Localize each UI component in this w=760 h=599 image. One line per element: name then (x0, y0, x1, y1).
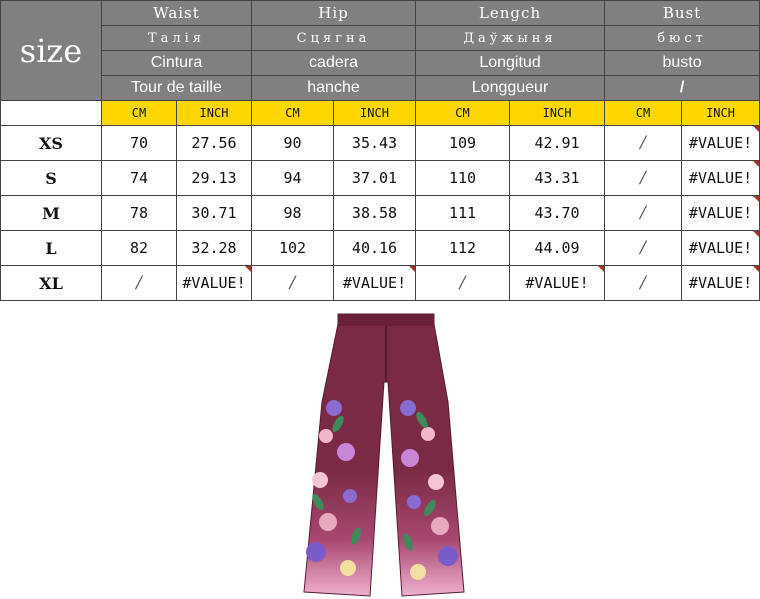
size-label: L (1, 231, 102, 266)
measurement-cell: 109 (416, 126, 510, 161)
measurement-cell: 29.13 (177, 161, 252, 196)
measurement-cell: #VALUE! (682, 266, 760, 301)
measurement-cell: 110 (416, 161, 510, 196)
waist-spanish-label: Cintura (102, 51, 252, 76)
measurement-cell: 70 (102, 126, 177, 161)
measurement-cell: 102 (252, 231, 334, 266)
measurement-cell: #VALUE! (334, 266, 416, 301)
table-row (1, 126, 760, 161)
measurement-cell: 38.58 (334, 196, 416, 231)
measurement-cell: / (252, 266, 334, 301)
measurement-cell: / (605, 161, 682, 196)
waistband (338, 314, 434, 326)
size-rows (1, 126, 760, 301)
unit-label: INCH (334, 101, 416, 126)
measurement-cell: / (605, 231, 682, 266)
table-row (1, 266, 760, 301)
table-row (1, 161, 760, 196)
measurement-cell: 43.70 (510, 196, 605, 231)
measurement-cell: 74 (102, 161, 177, 196)
measurement-cell: 43.31 (510, 161, 605, 196)
measurement-cell: / (416, 266, 510, 301)
measurement-cell: #VALUE! (682, 196, 760, 231)
measurement-cell: / (605, 266, 682, 301)
measurement-cell: 94 (252, 161, 334, 196)
waist-header: Waist (102, 1, 252, 26)
measurement-cell: #VALUE! (682, 161, 760, 196)
measurement-cell: 111 (416, 196, 510, 231)
unit-label: INCH (510, 101, 605, 126)
measurement-cell: 82 (102, 231, 177, 266)
hip-spanish-label: cadera (252, 51, 416, 76)
measurement-cell: 32.28 (177, 231, 252, 266)
measurement-cell: 40.16 (334, 231, 416, 266)
size-header: size (1, 1, 102, 101)
measurement-cell: 35.43 (334, 126, 416, 161)
table-row (1, 196, 760, 231)
waist-french-label: Tour de taille (102, 76, 252, 101)
length-ukrainian-label: Даўжыня (416, 26, 605, 51)
hip-header: Hip (252, 1, 416, 26)
unit-label: CM (252, 101, 334, 126)
unit-label: CM (416, 101, 510, 126)
measurement-cell: / (102, 266, 177, 301)
measurement-cell: 90 (252, 126, 334, 161)
size-label: XL (1, 266, 102, 301)
hip-french-label: hanche (252, 76, 416, 101)
measurement-cell: / (605, 126, 682, 161)
measurement-cell: 30.71 (177, 196, 252, 231)
measurement-cell: 44.09 (510, 231, 605, 266)
length-french-label: Longgueur (416, 76, 605, 101)
size-label: S (1, 161, 102, 196)
waist-ukrainian-label: Талія (102, 26, 252, 51)
measurement-cell: #VALUE! (510, 266, 605, 301)
measurement-cell: / (605, 196, 682, 231)
unit-label: CM (102, 101, 177, 126)
bust-ukrainian-label: бюст (605, 26, 760, 51)
hip-ukrainian-label: Сцягна (252, 26, 416, 51)
bust-spanish-label: busto (605, 51, 760, 76)
bust-french-label: / (605, 76, 760, 101)
unit-label: INCH (682, 101, 760, 126)
measurement-cell: #VALUE! (682, 126, 760, 161)
measurement-cell: 42.91 (510, 126, 605, 161)
bust-header: Bust (605, 1, 760, 26)
unit-row-spacer (1, 101, 102, 126)
size-label: M (1, 196, 102, 231)
size-label: XS (1, 126, 102, 161)
length-header: Lengch (416, 1, 605, 26)
measurement-cell: #VALUE! (682, 231, 760, 266)
unit-label: INCH (177, 101, 252, 126)
measurement-cell: 112 (416, 231, 510, 266)
measurement-cell: 98 (252, 196, 334, 231)
table-row (1, 231, 760, 266)
measurement-cell: #VALUE! (177, 266, 252, 301)
unit-label: CM (605, 101, 682, 126)
floral-wide-leg-pants-image (298, 312, 474, 598)
length-spanish-label: Longitud (416, 51, 605, 76)
measurement-cell: 37.01 (334, 161, 416, 196)
measurement-cell: 27.56 (177, 126, 252, 161)
measurement-cell: 78 (102, 196, 177, 231)
